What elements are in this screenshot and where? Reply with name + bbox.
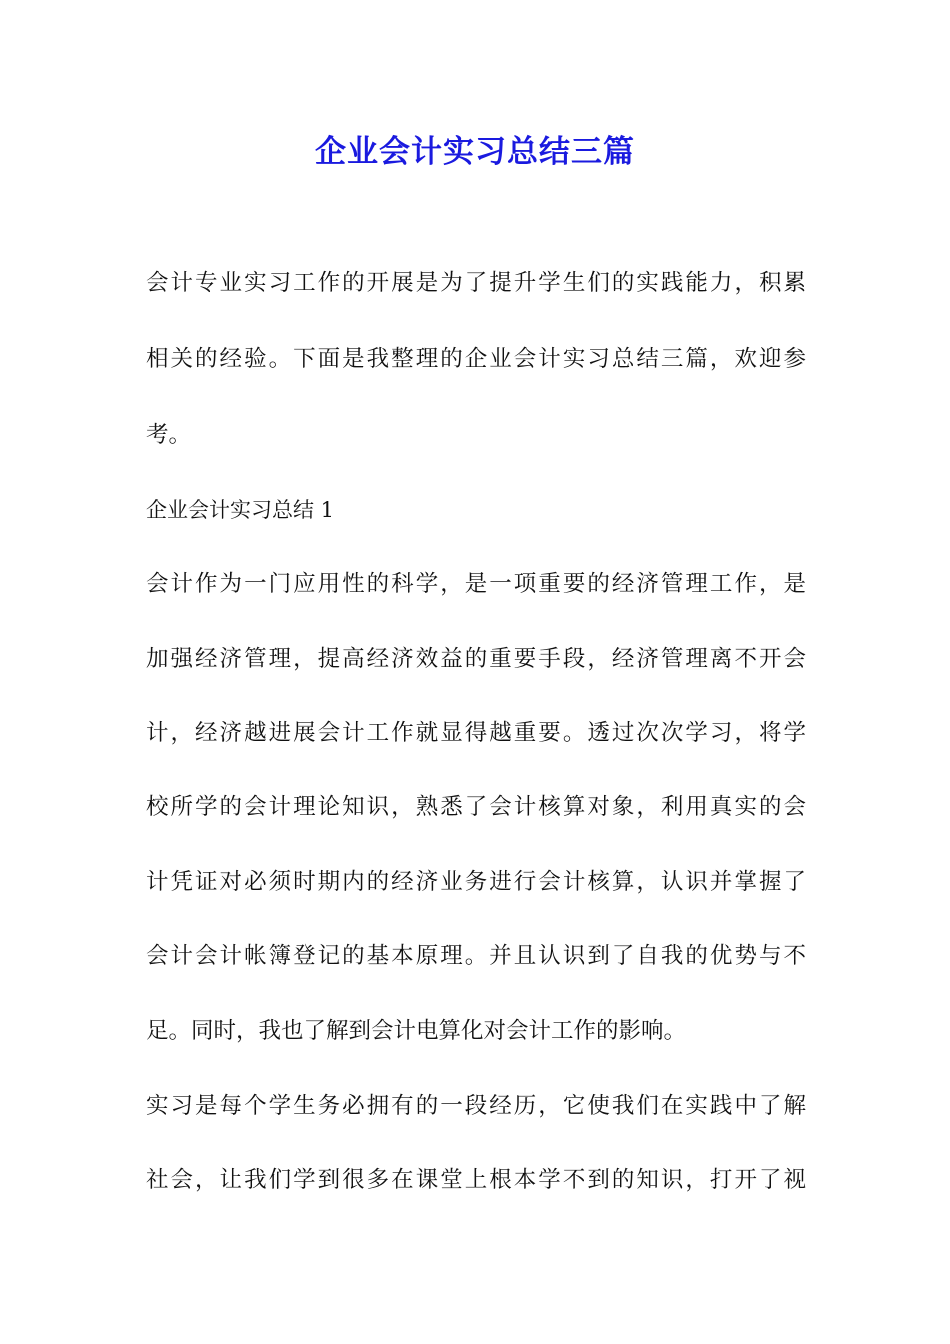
intro-line: 会计专业实习工作的开展是为了提升学生们的实践能力，积累 bbox=[146, 270, 806, 296]
paragraph-line: 校所学的会计理论知识，熟悉了会计核算对象，利用真实的会 bbox=[146, 794, 806, 820]
document-title: 企业会计实习总结三篇 bbox=[315, 134, 635, 170]
paragraph-line: 社会，让我们学到很多在课堂上根本学不到的知识，打开了视 bbox=[146, 1167, 806, 1193]
paragraph-line: 足。同时，我也了解到会计电算化对会计工作的影响。 bbox=[146, 1018, 687, 1044]
intro-line: 考。 bbox=[146, 422, 192, 448]
intro-line: 相关的经验。下面是我整理的企业会计实习总结三篇，欢迎参 bbox=[146, 346, 806, 372]
paragraph-line: 加强经济管理，提高经济效益的重要手段，经济管理离不开会 bbox=[146, 646, 806, 672]
paragraph-line: 计凭证对必须时期内的经济业务进行会计核算，认识并掌握了 bbox=[146, 869, 806, 895]
section-heading: 企业会计实习总结 1 bbox=[146, 498, 335, 522]
paragraph-line: 会计作为一门应用性的科学，是一项重要的经济管理工作，是 bbox=[146, 571, 806, 597]
paragraph-line: 计，经济越进展会计工作就显得越重要。透过次次学习，将学 bbox=[146, 720, 806, 746]
paragraph-line: 实习是每个学生务必拥有的一段经历，它使我们在实践中了解 bbox=[146, 1093, 806, 1119]
paragraph-line: 会计会计帐簿登记的基本原理。并且认识到了自我的优势与不 bbox=[146, 943, 806, 969]
